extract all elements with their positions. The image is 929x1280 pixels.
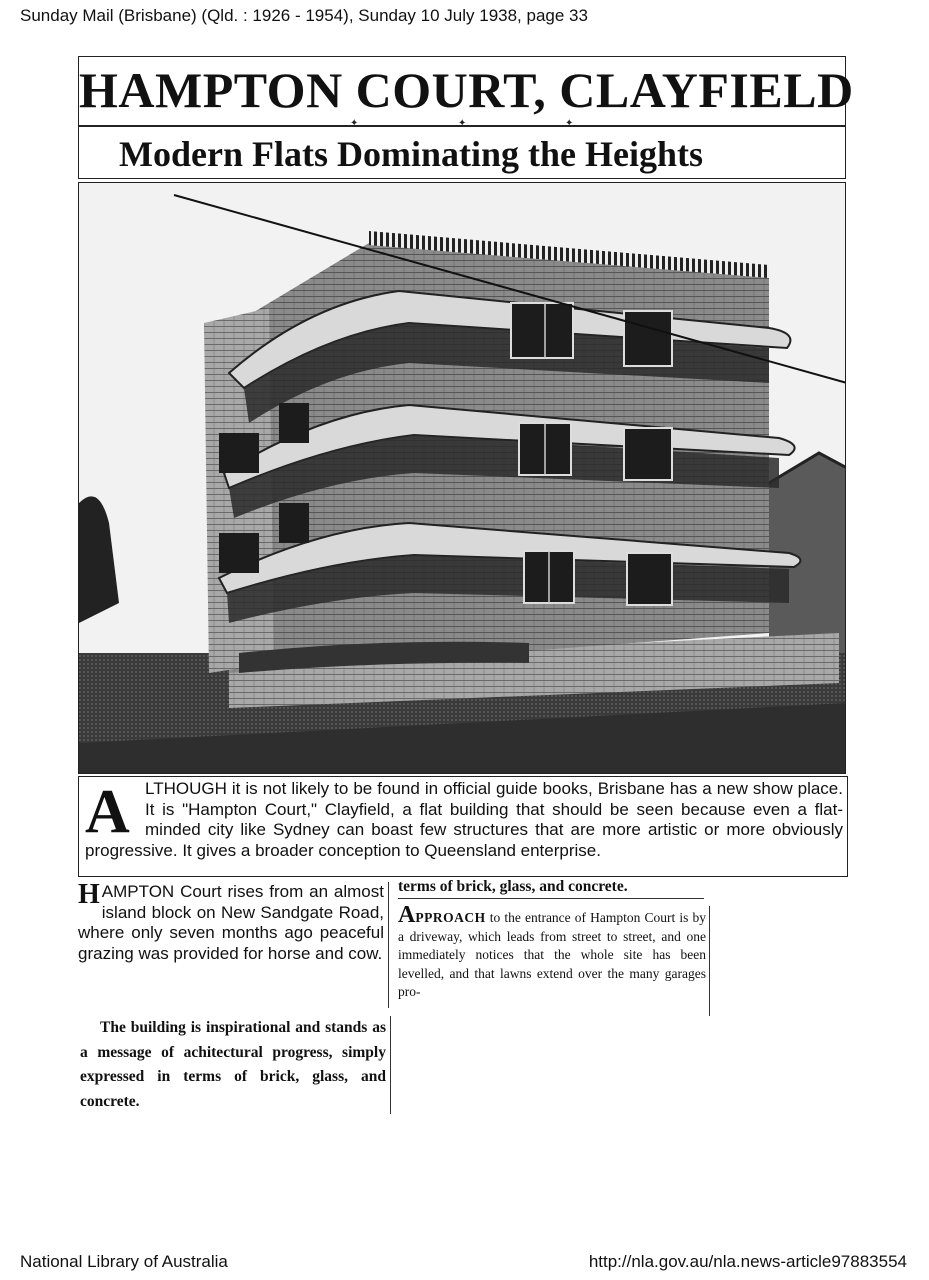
subheadline-box bbox=[78, 126, 846, 179]
headline: HAMPTON COURT, CLAYFIELD bbox=[79, 62, 854, 118]
ornament-star: ✦ bbox=[458, 118, 467, 129]
pullquote bbox=[80, 1016, 391, 1114]
source-citation: Sunday Mail (Brisbane) (Qld. : 1926 - 1954), Sunday 10 July 1938, page 33 bbox=[20, 6, 588, 25]
building-photo-image bbox=[79, 183, 846, 774]
article-column-1 bbox=[78, 879, 389, 1008]
intro-paragraph bbox=[85, 779, 843, 861]
pullquote-text: The building is inspirational and stands as a message of achitectural progress, simply expressed in terms of brick, glass, and concrete. bbox=[80, 1019, 386, 1110]
ornament-star: ✦ bbox=[350, 118, 359, 129]
column1-text: AMPTON Court rises from an almost island block on New Sandgate Road, where only seven months ago peaceful grazing was provided for horse and cow. bbox=[78, 882, 384, 963]
column1-dropcap: H bbox=[78, 879, 100, 910]
column2-lead: PPROACH bbox=[415, 910, 486, 925]
intro-dropcap: A bbox=[85, 778, 130, 846]
subheadline: Modern Flats Dominating the Heights bbox=[119, 134, 703, 174]
article-column-2 bbox=[398, 906, 710, 1016]
headline-box bbox=[78, 56, 854, 126]
intro-text: LTHOUGH it is not likely to be found in official guide books, Brisbane has a new show place. It is "Hampton Court," Clayfield, a flat building that should be seen because even a flat-minded city like Sydney can boast few structures that are more artistic or more obviously progressive. It gives a broader conception to Queensland enterprise. bbox=[85, 779, 843, 860]
intro-paragraph-box bbox=[78, 776, 848, 877]
column2-dropcap: A bbox=[398, 906, 416, 928]
column2-top-line: terms of brick, glass, and concrete. bbox=[398, 878, 704, 899]
building-photo bbox=[78, 182, 846, 774]
footer-library: National Library of Australia bbox=[20, 1252, 228, 1271]
column2-text: to the entrance of Hampton Court is by a driveway, which leads from street to street, and one immediately notices that the whole site has been levelled, and that lawns extend over the many garages pro- bbox=[398, 910, 707, 999]
footer-url[interactable]: http://nla.gov.au/nla.news-article97883554 bbox=[588, 1252, 907, 1271]
ornament-star: ✦ bbox=[565, 118, 574, 129]
